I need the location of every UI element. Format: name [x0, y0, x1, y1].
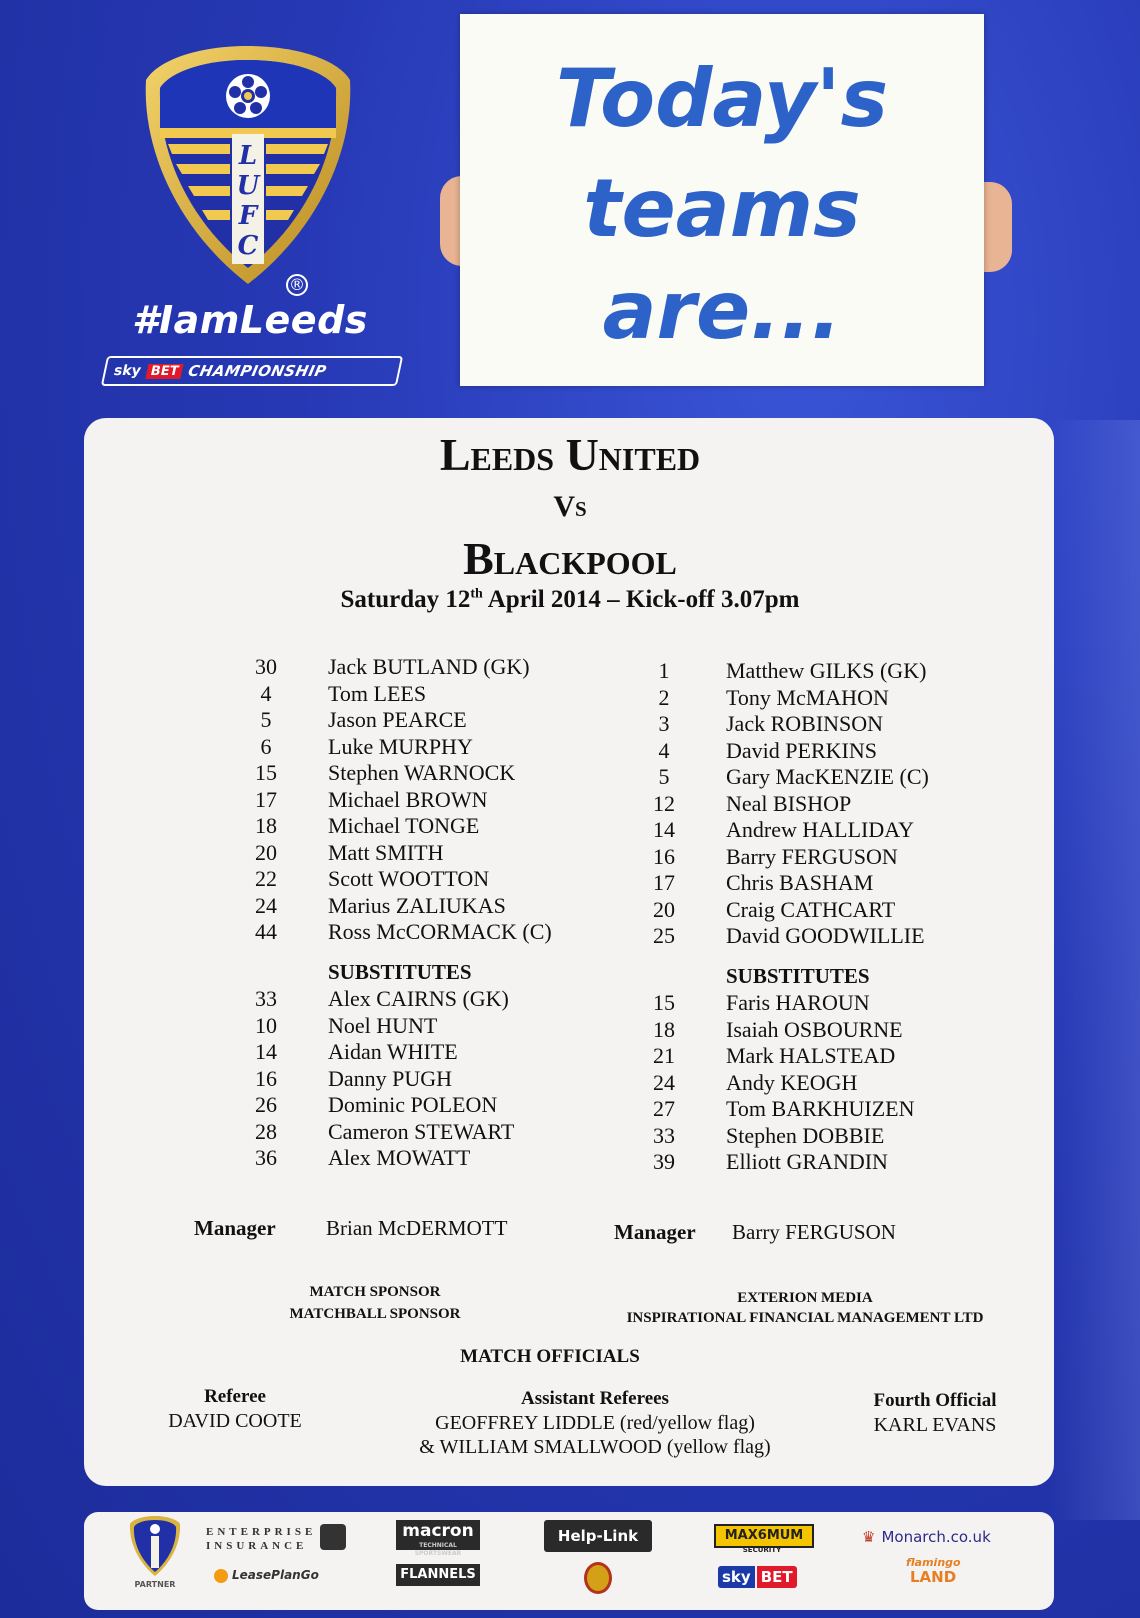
todays-teams-sign	[460, 14, 984, 386]
shirt-number: 18	[653, 1016, 675, 1042]
player-name: Isaiah OSBOURNE	[726, 1016, 903, 1042]
enterprise-insurance-line-1: ENTERPRISE	[206, 1526, 317, 1538]
date-suffix: April 2014 – Kick-off 3.07pm	[482, 586, 800, 613]
monarch-label: Monarch.co.uk	[881, 1528, 991, 1546]
shirt-number: 21	[653, 1043, 675, 1068]
assistant-referees-label: Assistant Referees	[521, 1388, 669, 1409]
player-name: David PERKINS	[726, 737, 877, 763]
shirt-number: 3	[658, 711, 670, 736]
shirt-number: 30	[255, 654, 277, 679]
player-name: Andrew HALLIDAY	[726, 817, 914, 842]
flamingo-land-label: LAND	[910, 1568, 957, 1586]
player-name: Jack BUTLAND (GK)	[328, 654, 530, 679]
championship-label: CHAMPIONSHIP	[186, 362, 329, 380]
shirt-number: 24	[255, 892, 277, 918]
shirt-number: 12	[653, 790, 675, 816]
player-name: Andy KEOGH	[726, 1069, 858, 1095]
leaseplan-logo	[214, 1568, 319, 1583]
shirt-number: 15	[255, 760, 277, 785]
shirt-number: 16	[653, 843, 675, 869]
shirt-number: 26	[255, 1092, 277, 1117]
player-name: Cameron STEWART	[328, 1118, 515, 1144]
registered-mark: ®	[286, 274, 308, 296]
skybet-bet: BET	[757, 1566, 797, 1588]
referee-label: Referee	[204, 1386, 266, 1407]
player-name: Mark HALSTEAD	[726, 1043, 896, 1068]
fosters-icon	[584, 1562, 612, 1594]
player-name: Faris HAROUN	[726, 990, 870, 1015]
player-name: Stephen DOBBIE	[726, 1122, 885, 1148]
shirt-number: 39	[653, 1149, 675, 1174]
shirt-number: 25	[653, 923, 675, 948]
flamingo-label: flamingo	[906, 1556, 961, 1569]
shirt-number: 16	[255, 1065, 277, 1091]
maximum-security-logo: MAX6MUM	[714, 1524, 814, 1548]
maximum-security-sub: SECURITY	[742, 1546, 782, 1554]
shirt-number: 18	[255, 813, 277, 838]
player-name: Gary MacKENZIE (C)	[726, 764, 929, 789]
partner-crest-icon	[128, 1514, 182, 1578]
player-name: Michael TONGE	[328, 813, 480, 838]
shirt-number: 44	[255, 919, 277, 944]
shirt-number: 5	[658, 764, 670, 789]
shirt-number: 2	[658, 684, 670, 710]
date-ordinal: th	[470, 586, 483, 602]
player-name: Michael BROWN	[328, 786, 488, 812]
shirt-number: 27	[653, 1096, 675, 1121]
player-name: Craig CATHCART	[726, 896, 896, 922]
shirt-number: 5	[260, 707, 272, 732]
player-name: Alex CAIRNS (GK)	[328, 986, 509, 1011]
skybet-logo	[718, 1564, 797, 1590]
partner-label: PARTNER	[134, 1580, 176, 1589]
shirt-number: 33	[653, 1122, 675, 1148]
fourth-official-label: Fourth Official	[873, 1390, 997, 1411]
player-name: Danny PUGH	[328, 1065, 453, 1091]
shirt-number: 36	[255, 1145, 277, 1170]
sign-line-1: Today's	[555, 52, 889, 145]
macron-label: macron	[402, 1521, 474, 1541]
skybet-sky: sky	[718, 1566, 755, 1588]
shirt-number: 22	[255, 866, 277, 891]
helplink-logo: Help-Link	[544, 1520, 652, 1552]
player-name: Tom BARKHUIZEN	[726, 1096, 915, 1121]
sign-line-2: teams	[583, 162, 861, 255]
leaseplan-label: LeasePlanGo	[232, 1568, 319, 1582]
svg-text:L: L	[238, 141, 258, 171]
shirt-number: 28	[255, 1118, 277, 1144]
player-name: David GOODWILLIE	[726, 923, 925, 948]
macron-sub-label: TECHNICAL SPORTSWEAR	[414, 1542, 462, 1557]
player-name: Alex MOWATT	[328, 1145, 471, 1170]
fourth-official-name: KARL EVANS	[873, 1414, 997, 1436]
iamleeds-hashtag: #IamLeeds	[132, 298, 368, 342]
home-manager-name: Brian McDERMOTT	[326, 1216, 508, 1240]
assistant-referee-2: & WILLIAM SMALLWOOD (yellow flag)	[419, 1436, 771, 1458]
player-name: Marius ZALIUKAS	[328, 892, 506, 918]
player-name: Scott WOOTTON	[328, 866, 490, 891]
bet-label: BET	[145, 364, 184, 379]
player-name: Stephen WARNOCK	[328, 760, 516, 785]
shirt-number: 10	[255, 1012, 277, 1038]
svg-text:U: U	[236, 171, 260, 201]
player-name: Jason PEARCE	[328, 707, 467, 732]
shirt-number: 24	[653, 1069, 675, 1095]
player-name: Elliott GRANDIN	[726, 1149, 888, 1174]
player-name: Aidan WHITE	[328, 1039, 458, 1064]
shirt-number: 14	[255, 1039, 277, 1064]
enterprise-insurance-icon	[320, 1524, 346, 1550]
player-name: Dominic POLEON	[328, 1092, 498, 1117]
shirt-number: 15	[653, 990, 675, 1015]
shirt-number: 17	[653, 870, 675, 895]
shirt-number: 14	[653, 817, 675, 842]
player-name: Neal BISHOP	[726, 790, 852, 816]
player-name: Ross McCORMACK (C)	[328, 919, 552, 944]
player-name: Noel HUNT	[328, 1012, 438, 1038]
shirt-number: 1	[658, 658, 670, 683]
shirt-number: 6	[260, 733, 272, 759]
skybet-championship-badge	[101, 356, 403, 386]
match-date	[0, 586, 1140, 614]
assistant-referee-1: GEOFFREY LIDDLE (red/yellow flag)	[435, 1412, 755, 1434]
svg-text:F: F	[238, 201, 258, 231]
substitutes-heading: SUBSTITUTES	[328, 959, 472, 984]
player-name: Tom LEES	[328, 680, 427, 706]
shirt-number: 20	[255, 839, 277, 865]
player-name: Luke MURPHY	[328, 733, 473, 759]
away-manager-label: Manager	[614, 1220, 696, 1244]
match-sponsor-label: MATCH SPONSOR	[309, 1284, 441, 1300]
matchball-sponsor-value: INSPIRATIONAL FINANCIAL MANAGEMENT LTD	[626, 1310, 984, 1326]
home-manager-label: Manager	[194, 1216, 276, 1240]
macron-logo	[396, 1520, 480, 1557]
match-sponsor-value: EXTERION MEDIA	[737, 1290, 873, 1306]
substitutes-heading: SUBSTITUTES	[726, 963, 870, 988]
away-team-title: Blackpool	[463, 533, 677, 584]
player-name: Matthew GILKS (GK)	[726, 658, 927, 683]
shirt-number: 33	[255, 986, 277, 1011]
vs-label: Vs	[553, 490, 587, 523]
player-name: Barry FERGUSON	[726, 843, 898, 869]
player-name: Tony McMAHON	[726, 684, 889, 710]
flannels-logo: FLANNELS	[396, 1564, 480, 1586]
player-name: Jack ROBINSON	[726, 711, 884, 736]
player-name: Chris BASHAM	[726, 870, 874, 895]
sign-line-3: are...	[602, 264, 842, 357]
leeds-crest-icon	[138, 40, 358, 290]
matchball-sponsor-label: MATCHBALL SPONSOR	[289, 1306, 461, 1322]
monarch-crown-icon: ♛	[862, 1528, 876, 1546]
date-prefix: Saturday 12	[340, 586, 471, 613]
player-name: Matt SMITH	[328, 839, 444, 865]
svg-text:C: C	[237, 231, 259, 261]
leaseplan-icon	[214, 1569, 228, 1583]
officials-heading: MATCH OFFICIALS	[460, 1346, 640, 1367]
shirt-number: 20	[653, 896, 675, 922]
shirt-number: 4	[260, 680, 272, 706]
monarch-logo	[862, 1528, 991, 1546]
shirt-number: 4	[658, 737, 670, 763]
enterprise-insurance-line-2: INSURANCE	[206, 1540, 308, 1552]
home-team-title: Leeds United	[439, 429, 701, 480]
away-manager-name: Barry FERGUSON	[732, 1220, 896, 1244]
sky-label: sky	[112, 363, 143, 379]
referee-name: DAVID COOTE	[168, 1410, 302, 1432]
shirt-number: 17	[255, 786, 277, 812]
